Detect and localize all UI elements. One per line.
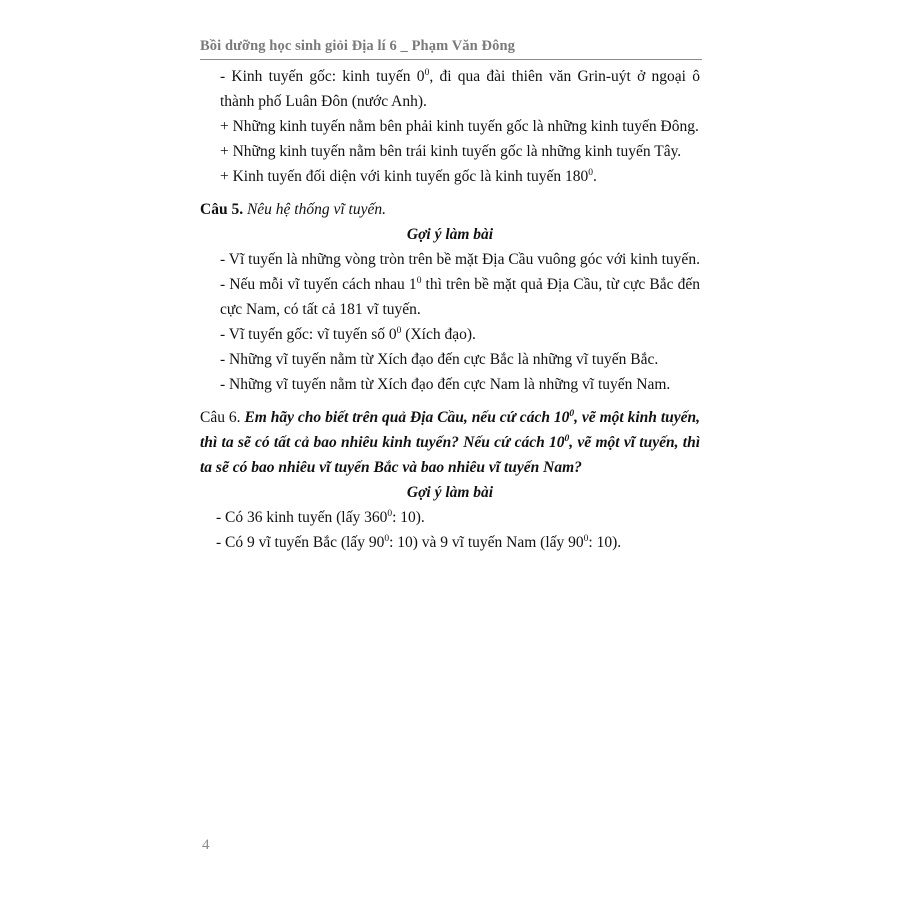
text: , vẽ một vĩ tuyến, thì ta sẽ có bao nhiêu vĩ tuyến Bắc và bao nhiêu vĩ tuyến Nam?: [200, 434, 700, 476]
text: , vẽ một kinh tuyến, thì ta sẽ có tất cả bao nhiêu kinh tuyến? Nếu cứ cách 10: [200, 409, 700, 451]
page-number: 4: [202, 837, 210, 853]
text: .: [592, 168, 597, 185]
question-text: [200, 409, 700, 476]
answer-line: [200, 530, 700, 555]
east-meridians-line: + Những kinh tuyến nằm bên phải kinh tuyến gốc là những kinh tuyến Đông.: [220, 118, 699, 135]
degree-sup: 0: [424, 68, 430, 78]
answer-line: - Vĩ tuyến là những vòng tròn trên bề mặt Địa Cầu vuông góc với kinh tuyến.: [220, 251, 700, 268]
prime-meridian-paragraph: [200, 64, 700, 114]
degree-sup: 0: [564, 434, 570, 444]
hint-heading: Gợi ý làm bài: [406, 226, 494, 243]
degree-sup: 0: [387, 509, 393, 519]
running-header: [200, 37, 702, 60]
west-meridians-line: + Những kinh tuyến nằm bên trái kinh tuyến gốc là những kinh tuyến Tây.: [220, 143, 682, 160]
question-5: [200, 197, 700, 222]
text: - Nếu mỗi vĩ tuyến cách nhau 1: [220, 276, 417, 293]
question-text: Nêu hệ thống vĩ tuyến.: [246, 201, 386, 218]
text: : 10).: [588, 534, 622, 551]
question-label: Câu 6.: [200, 409, 241, 426]
question-6: [200, 405, 700, 480]
answer-line: - Những vĩ tuyến nằm từ Xích đạo đến cực Nam là những vĩ tuyến Nam.: [220, 376, 671, 393]
text: (Xích đạo).: [401, 326, 476, 343]
degree-sup: 0: [416, 276, 422, 286]
degree-sup: 0: [569, 409, 575, 419]
text: - Kinh tuyến gốc: kinh tuyến 0: [220, 68, 425, 85]
text: thì trên bề mặt quả Địa Cầu, từ cực Bắc đến cực Nam, có tất cả 181 vĩ tuyến.: [220, 276, 701, 318]
text: : 10) và 9 vĩ tuyến Nam (lấy 90: [389, 534, 584, 551]
answer-line: [200, 505, 700, 530]
page-body: [200, 64, 700, 555]
degree-sup: 0: [384, 534, 390, 544]
text: , đi qua đài thiên văn Grin-uýt ở ngoại ô thành phố Luân Đôn (nước Anh).: [220, 68, 700, 110]
answer-line: - Những vĩ tuyến nằm từ Xích đạo đến cực Bắc là những vĩ tuyến Bắc.: [220, 351, 659, 368]
hint-heading: Gợi ý làm bài: [406, 484, 494, 501]
degree-sup: 0: [583, 534, 589, 544]
text: : 10).: [392, 509, 425, 526]
question-label: Câu 5.: [200, 201, 244, 218]
degree-sup: 0: [396, 326, 402, 336]
text: - Vĩ tuyến gốc: vĩ tuyến số 0: [220, 326, 397, 343]
degree-sup: 0: [588, 168, 593, 178]
header-title: Bồi dưỡng học sinh giỏi Địa lí 6 _ Phạm Văn Đông: [200, 38, 515, 54]
text: Em hãy cho biết trên quả Địa Cầu, nếu cứ cách 10: [244, 409, 570, 426]
opposite-meridian-line: [200, 164, 700, 189]
text: - Có 36 kinh tuyến (lấy 360: [216, 509, 388, 526]
answer-line: [200, 322, 700, 347]
answer-line: [200, 272, 700, 322]
text: + Kinh tuyến đối diện với kinh tuyến gốc là kinh tuyến 180: [220, 168, 589, 185]
text: - Có 9 vĩ tuyến Bắc (lấy 90: [216, 534, 385, 551]
